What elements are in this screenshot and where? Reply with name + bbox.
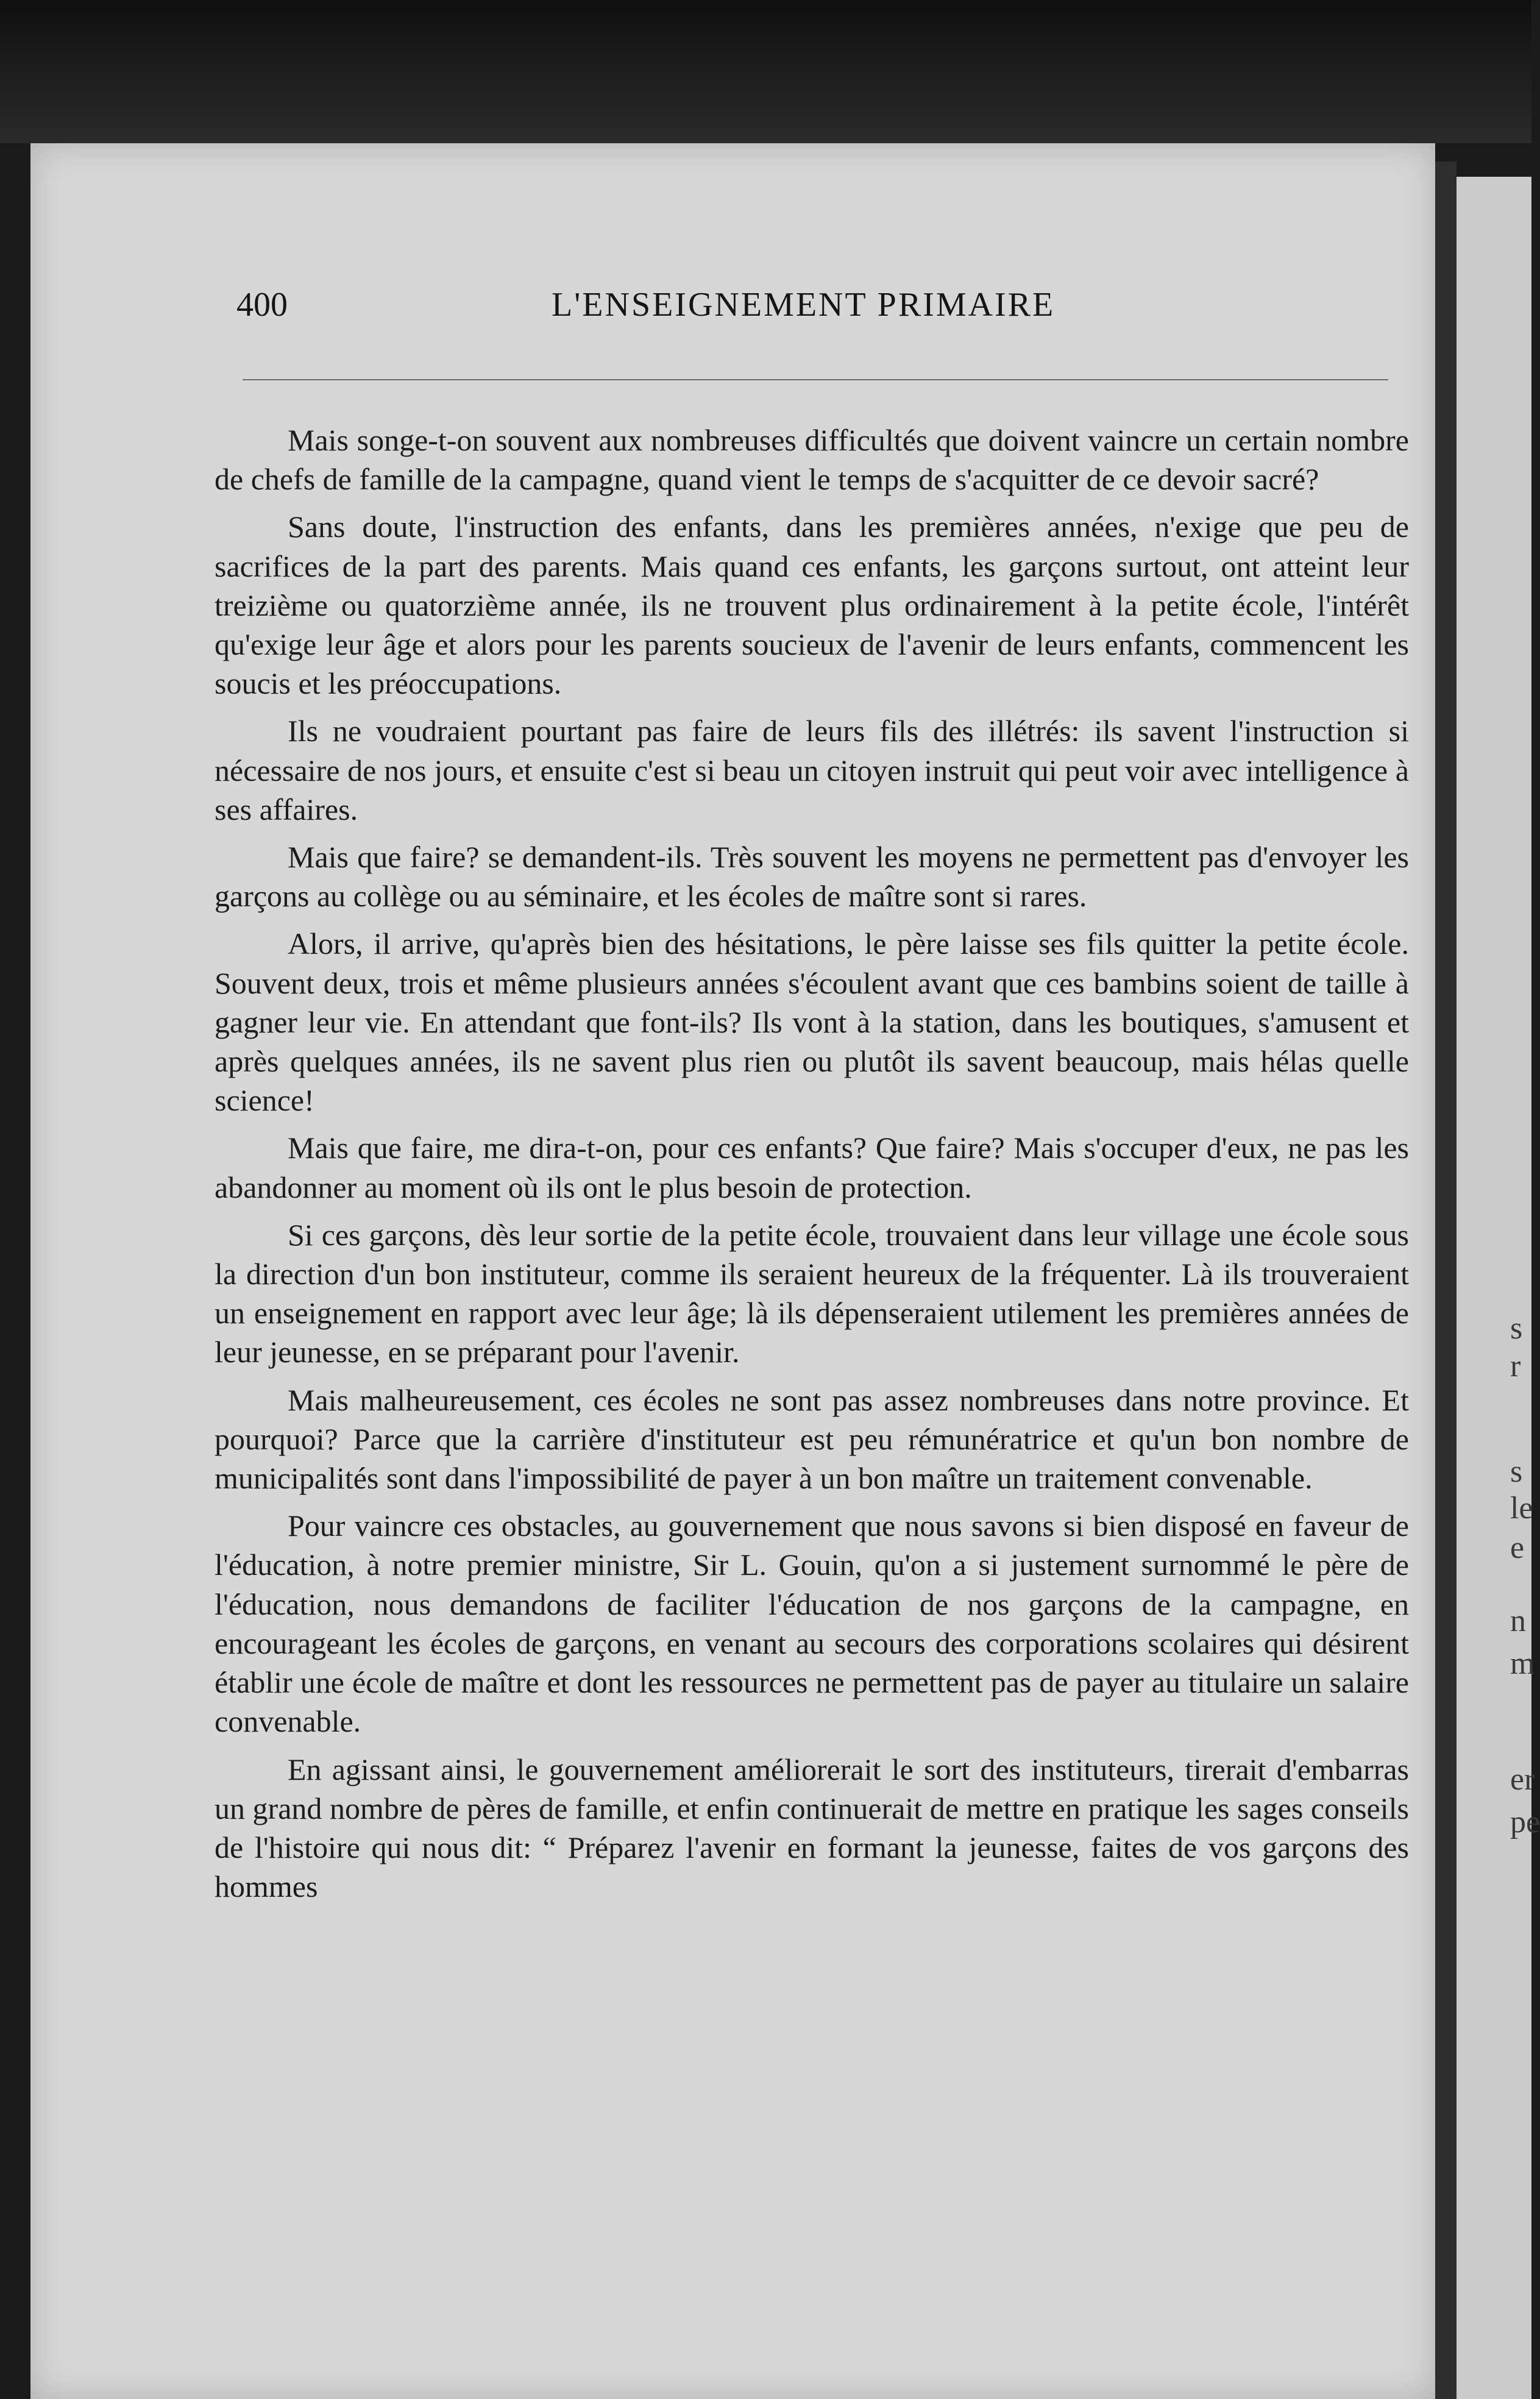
body-text	[215, 421, 1409, 1906]
page-number: 400	[236, 286, 288, 324]
paragraph: Ils ne voudraient pourtant pas faire de leurs fils des illétrés: ils savent l'instruction si nécessaire de nos jours, et ensuite c'est si beau un citoyen instruit qui peut voir avec intelligence à ses affaires.	[215, 714, 1409, 826]
facing-page-fragment: n	[1510, 1604, 1526, 1638]
paragraph: Mais malheureusement, ces écoles ne sont pas assez nombreuses dans notre province. Et pourquoi? Parce que la carrière d'instituteur est peu rémunératrice et qu'un bon nombre de municipalités sont dans l'impossibilité de payer à un bon maître un traitement convenable.	[215, 1382, 1409, 1496]
facing-page-fragment: s	[1510, 1454, 1523, 1489]
running-title: L'ENSEIGNEMENT PRIMAIRE	[552, 286, 1056, 324]
running-header	[207, 285, 1109, 334]
facing-page-fragment: le	[1510, 1491, 1533, 1526]
scan-background	[0, 0, 1531, 143]
header-rule	[243, 379, 1388, 380]
page-gutter-shadow	[1435, 162, 1457, 2399]
paragraph: Mais que faire? se demandent-ils. Très souvent les moyens ne permettent pas d'envoyer les garçons au collège ou au séminaire, et les écoles de maître sont si rares.	[215, 840, 1409, 914]
paragraph: Mais que faire, me dira-t-on, pour ces enfants? Que faire? Mais s'occuper d'eux, ne pas les abandonner au moment où ils ont le plus besoin de protection.	[215, 1131, 1409, 1204]
facing-page-edge	[1457, 177, 1531, 2399]
paragraph: Si ces garçons, dès leur sortie de la petite école, trouvaient dans leur village une école sous la direction d'un bon instituteur, comme ils seraient heureux de la fréquenter. Là ils trouveraient un enseignement en rapport avec leur âge; là ils dépenseraient utilement les premières années de leur jeunesse, en se préparant pour l'avenir.	[215, 1217, 1409, 1370]
facing-page-fragment: e	[1510, 1530, 1525, 1565]
paragraph: Sans doute, l'instruction des enfants, dans les premières années, n'exige que peu de sacrifices de la part des parents. Mais quand ces enfants, les garçons surtout, ont atteint leur treizième ou quatorzième année, ils ne trouvent plus ordinairement à la petite école, l'intérêt qu'exige leur âge et alors pour les parents soucieux de l'avenir de leurs enfants, commencent les soucis et les préoccupations.	[215, 510, 1409, 701]
facing-page-fragment: s	[1510, 1311, 1523, 1346]
paragraph: En agissant ainsi, le gouvernement améliorerait le sort des instituteurs, tirerait d'embarras un grand nombre de pères de famille, et enfin continuerait de mettre en pratique les sages conseils de l'histoire qui nous dit: “ Préparez l'avenir en formant la jeunesse, faites de vos garçons des hommes	[215, 1752, 1409, 1904]
paragraph: Pour vaincre ces obstacles, au gouvernement que nous savons si bien disposé en faveur de l'éducation, à notre premier ministre, Sir L. Gouin, qu'on a si justement surnommé le père de l'éducation, nous demandons de faciliter l'éducation de nos garçons de la campagne, en encourageant les écoles de garçons, en venant au secours des corporations scolaires qui désirent établir une école de maître et dont les ressources ne permettent pas de payer au titulaire un salaire convenable.	[215, 1509, 1409, 1739]
facing-page-fragment: m	[1510, 1646, 1535, 1681]
facing-page-fragment: pe	[1510, 1805, 1540, 1839]
facing-page-fragment: r	[1510, 1349, 1521, 1384]
paragraph: Alors, il arrive, qu'après bien des hésitations, le père laisse ses fils quitter la petite école. Souvent deux, trois et même plusieurs années s'écoulent avant que ces bambins soient de taille à gagner leur vie. En attendant que font-ils? Ils vont à la station, dans les boutiques, s'amusent et après quelques années, ils ne savent plus rien ou plutôt ils savent beaucoup, mais hélas quelle science!	[215, 926, 1409, 1118]
paragraph: Mais songe-t-on souvent aux nombreuses difficultés que doivent vaincre un certain nombre de chefs de famille de la campagne, quand vient le temps de s'acquitter de ce devoir sacré?	[215, 423, 1409, 497]
facing-page-fragment: er	[1510, 1762, 1535, 1797]
